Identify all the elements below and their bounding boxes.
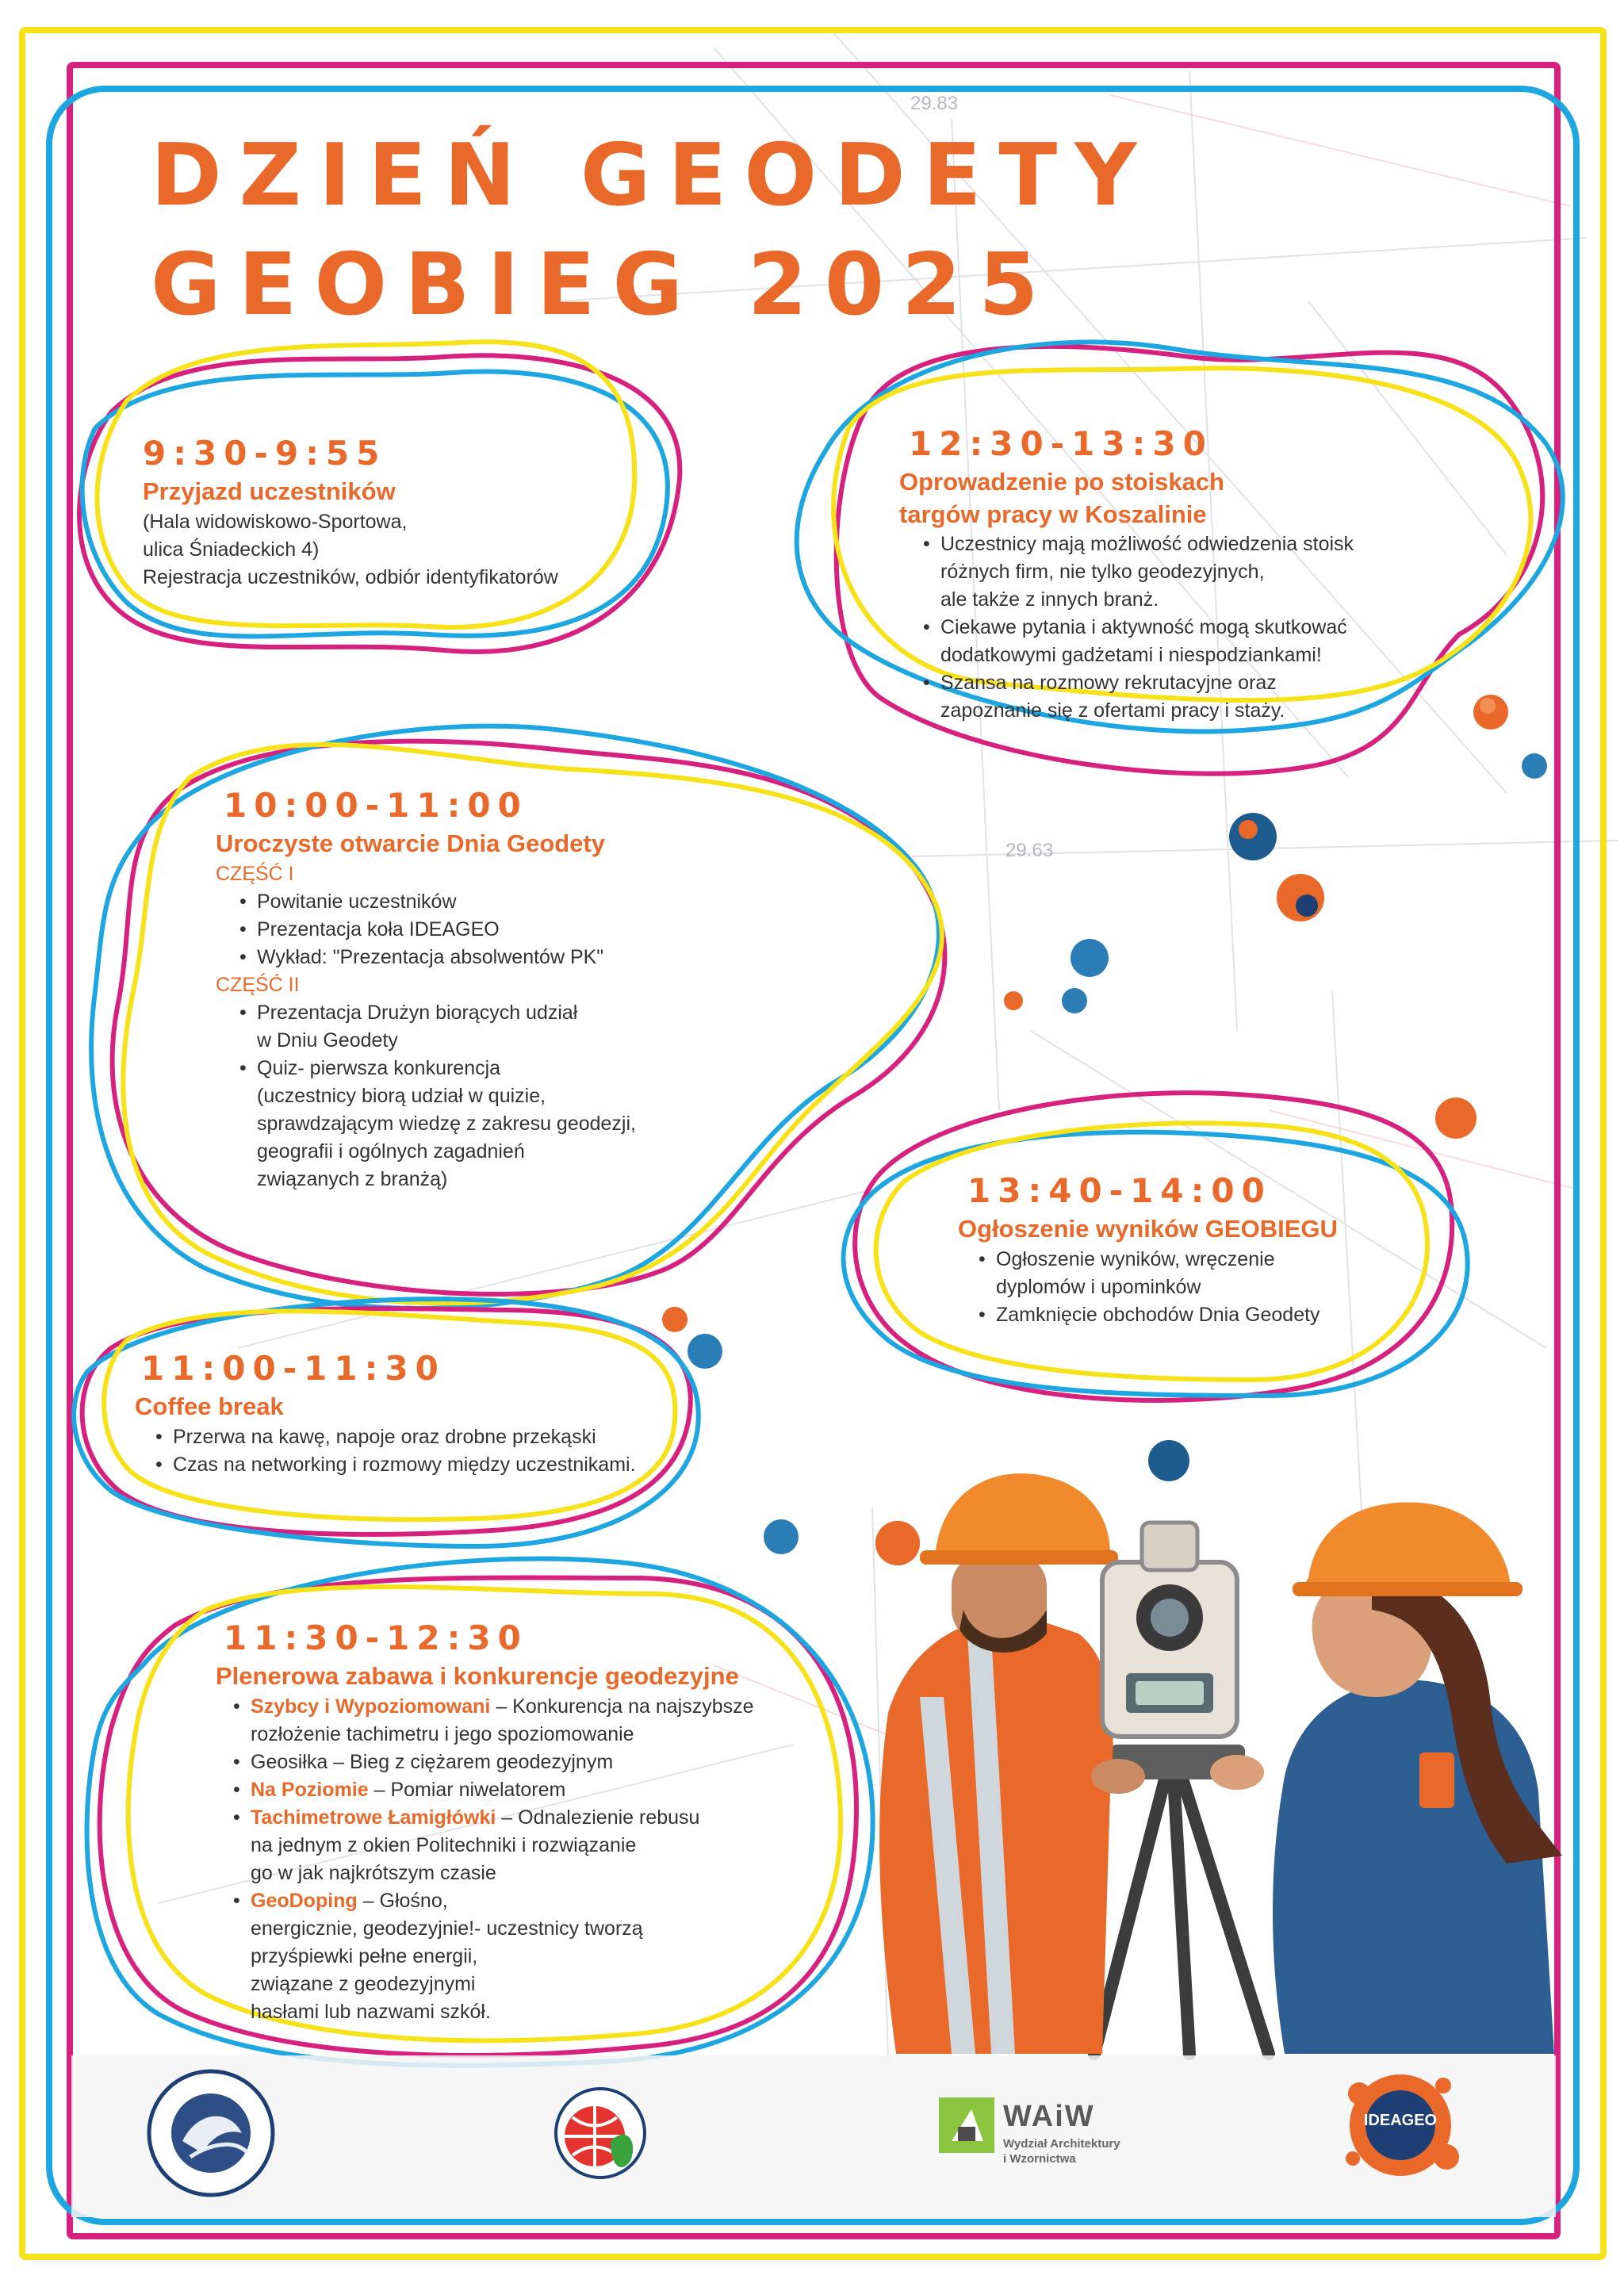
competition-name: Szybcy i Wypoziomowani [251, 1695, 491, 1718]
list-item [228, 1804, 754, 1887]
list-item-text: hasłami lub nazwami szkół. [251, 2000, 491, 2023]
block-heading: Przyjazd uczestników [143, 477, 396, 506]
list-item [228, 1776, 754, 1804]
list-item-text: • Prezentacja Drużyn biorących udział [257, 1001, 578, 1024]
block-time: 9:30-9:55 [143, 434, 387, 473]
list-item-text: • Szansa na rozmowy rekrutacyjne oraz [940, 671, 1277, 694]
list-item [235, 1055, 636, 1193]
map-label-2983: 29.83 [910, 93, 959, 114]
competition-desc: – Głośno, [357, 1889, 448, 1912]
block-heading: Ogłoszenie wyników GEOBIEGU [958, 1215, 1338, 1243]
list-item-text [251, 1776, 754, 1804]
list-item-text: (uczestnicy biorą udział w quizie, [257, 1084, 546, 1107]
block-heading: Uroczyste otwarcie Dnia Geodety [216, 829, 605, 858]
waiw-logo-text [1003, 2101, 1120, 2166]
list-item-text: na jednym z okien Politechniki i rozwiązanie [251, 1833, 637, 1856]
list-item: • Przerwa na kawę, napoje oraz drobne przekąski [151, 1423, 636, 1451]
list-item [235, 999, 636, 1055]
schedule-block-fair-tour [899, 425, 1354, 725]
list-item-text: dodatkowymi gadżetami i niespodziankami! [940, 643, 1322, 666]
block-text-line: Rejestracja uczestników, odbiór identyfikatorów [143, 565, 558, 588]
list-item-text: w Dniu Geodety [257, 1028, 398, 1051]
list-item [228, 1887, 754, 2026]
block-heading: targów pracy w Koszalinie [899, 500, 1207, 528]
waiw-logo-mark [939, 2097, 994, 2153]
schedule-block-outdoor-games [216, 1619, 754, 2026]
competition-desc: – Odnalezienie rebusu [496, 1806, 700, 1829]
list-item-text [251, 1887, 754, 1915]
map-label-2963: 29.63 [1005, 840, 1054, 861]
list-item-text: przyśpiewki pełne energii, [251, 1944, 478, 1967]
list-item: • Powitanie uczestników [235, 888, 636, 916]
block-time: 11:30-12:30 [224, 1618, 528, 1657]
list-item [918, 531, 1354, 614]
list-item-text: dyplomów i upominków [996, 1275, 1201, 1298]
schedule-block-arrival [143, 435, 558, 592]
competition-name: Na Poziomie [251, 1778, 369, 1801]
waiw-name: WAiW [1003, 2100, 1095, 2133]
block-heading: Plenerowa zabawa i konkurencje geodezyjne [216, 1662, 739, 1691]
list-item-text: rozłożenie tachimetru i jego spoziomowanie [251, 1722, 634, 1745]
block-heading: Oprowadzenie po stoiskach [899, 468, 1224, 496]
list-item [974, 1246, 1338, 1301]
list-item: • Geosiłka – Bieg z ciężarem geodezyjnym [228, 1749, 754, 1776]
koszalin-university-logo [149, 2071, 273, 2195]
block-time: 13:40-14:00 [967, 1171, 1272, 1210]
schedule-block-results [958, 1172, 1338, 1329]
waiw-subtitle-line1: Wydział Architektury [1003, 2137, 1120, 2151]
competition-name: Tachimetrowe Łamigłówki [251, 1806, 496, 1829]
schedule-block-coffee-break [135, 1350, 636, 1479]
poster-title-line2: GEOBIEG 2025 [151, 236, 1056, 335]
list-item-text: • Quiz- pierwsza konkurencja [257, 1056, 501, 1079]
bullet-list [974, 1246, 1338, 1329]
list-item-text: różnych firm, nie tylko geodezyjnych, [940, 560, 1265, 583]
list-item: • Wykład: "Prezentacja absolwentów PK" [235, 944, 636, 971]
waiw-subtitle-line2: i Wzornictwa [1003, 2152, 1076, 2166]
list-item-text [251, 1693, 754, 1721]
bullet-list [235, 888, 636, 971]
block-heading: Coffee break [135, 1392, 284, 1421]
list-item-text: sprawdzającym wiedzę z zakresu geodezji, [257, 1112, 636, 1135]
block-time: 11:00-11:30 [141, 1349, 446, 1388]
list-item-text: • Uczestnicy mają możliwość odwiedzenia stoisk [940, 532, 1354, 555]
block-time: 12:30-13:30 [909, 424, 1213, 463]
ideageo-logo-text: IDEAGEO [1363, 2112, 1438, 2129]
list-item-text: energicznie, geodezyjnie!- uczestnicy tworzą [251, 1917, 643, 1940]
block-text-line: ulica Śniadeckich 4) [143, 538, 320, 561]
competition-desc: – Pomiar niwelatorem [368, 1778, 566, 1801]
list-item: • Prezentacja koła IDEAGEO [235, 916, 636, 944]
list-item [918, 669, 1354, 725]
list-item: • Zamknięcie obchodów Dnia Geodety [974, 1301, 1338, 1329]
surveyors-illustration [875, 1473, 1562, 2054]
list-item: • Czas na networking i rozmowy między uczestnikami. [151, 1451, 636, 1479]
list-item-text: ale także z innych branż. [940, 588, 1159, 611]
competition-desc: – Konkurencja na najszybsze [490, 1695, 754, 1718]
competition-name: GeoDoping [251, 1889, 358, 1912]
bullet-list [151, 1423, 636, 1479]
bullet-list [228, 1693, 754, 2026]
schedule-block-opening [216, 787, 636, 1193]
list-item-text: • Ogłoszenie wyników, wręczenie [996, 1247, 1275, 1270]
list-item-text: • Ciekawe pytania i aktywność mogą skutkować [940, 615, 1347, 638]
list-item [228, 1693, 754, 1749]
list-item-text: go w jak najkrótszym czasie [251, 1861, 496, 1884]
poster-title-line1: DZIEŃ GEODETY [151, 126, 1155, 225]
bullet-list [235, 999, 636, 1193]
faculty-civil-engineering-logo [556, 2089, 645, 2178]
bullet-list [918, 531, 1354, 725]
list-item-text [251, 1804, 754, 1832]
list-item-text: związane z geodezyjnymi [251, 1972, 476, 1995]
block-time: 10:00-11:00 [224, 786, 528, 825]
part-label: CZĘŚĆ I [216, 862, 294, 885]
list-item [918, 614, 1354, 669]
list-item-text: związanych z branżą) [257, 1167, 448, 1190]
list-item-text: zapoznanie się z ofertami pracy i staży. [940, 699, 1285, 722]
decorative-spheres [662, 695, 1547, 1565]
list-item-text: geografii i ogólnych zagadnień [257, 1140, 525, 1163]
part-label: CZĘŚĆ II [216, 973, 300, 996]
block-text-line: (Hala widowiskowo-Sportowa, [143, 510, 408, 533]
